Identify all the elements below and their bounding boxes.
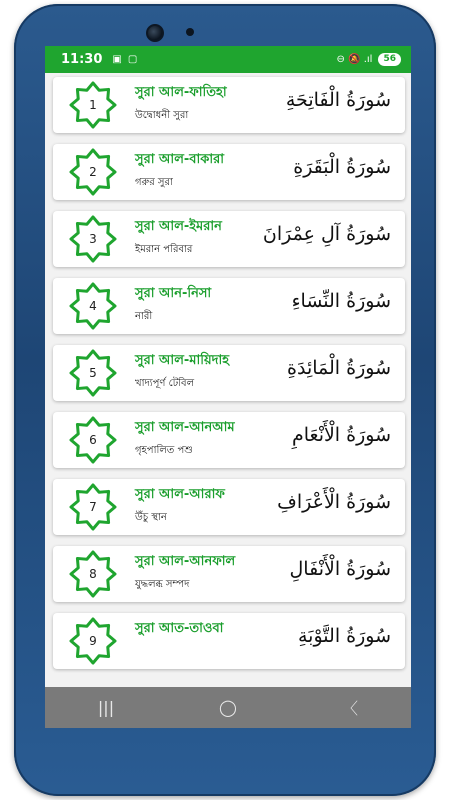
surah-number: 5 bbox=[89, 366, 97, 380]
star-badge-icon bbox=[69, 81, 117, 129]
surah-number: 9 bbox=[89, 634, 97, 648]
surah-card[interactable] bbox=[53, 479, 405, 535]
surah-title: সুরা আল-মায়িদাহ bbox=[135, 353, 230, 368]
star-badge-icon bbox=[69, 416, 117, 464]
surah-arabic-name: سُورَةُ الْبَقَرَةِ bbox=[293, 156, 391, 178]
status-time: 11:30 bbox=[61, 52, 103, 67]
surah-meaning: নারী bbox=[135, 311, 153, 322]
surah-number: 4 bbox=[89, 299, 97, 313]
surah-arabic-name: سُورَةُ التَّوْبَةِ bbox=[298, 625, 391, 647]
surah-card[interactable] bbox=[53, 613, 405, 669]
surah-meaning: উদ্বোধনী সুরা bbox=[135, 110, 189, 121]
home-button[interactable]: ◯ bbox=[219, 698, 237, 717]
surah-meaning: উঁচু স্থান bbox=[135, 512, 167, 523]
notification-icons bbox=[112, 54, 137, 65]
app-screen bbox=[45, 46, 411, 728]
surah-title: সুরা আল-আরাফ bbox=[135, 487, 225, 502]
surah-title: সুরা আল-ফাতিহা bbox=[135, 85, 227, 100]
surah-card[interactable] bbox=[53, 77, 405, 133]
surah-number: 3 bbox=[89, 232, 97, 246]
star-badge-icon bbox=[69, 349, 117, 397]
surah-number: 7 bbox=[89, 500, 97, 514]
navigation-bar bbox=[45, 687, 411, 728]
surah-number: 2 bbox=[89, 165, 97, 179]
surah-arabic-name: سُورَةُ الْأَعْرَافِ bbox=[277, 491, 391, 513]
surah-title: সুরা আল-আনফাল bbox=[135, 554, 236, 569]
surah-number: 8 bbox=[89, 567, 97, 581]
surah-title: সুরা আন-নিসা bbox=[135, 286, 212, 301]
surah-meaning: খাদ্যপূর্ণ টেবিল bbox=[135, 378, 195, 389]
recents-button[interactable]: ||| bbox=[97, 698, 115, 717]
surah-title: সুরা আল-বাকারা bbox=[135, 152, 225, 167]
star-badge-icon bbox=[69, 148, 117, 196]
surah-arabic-name: سُورَةُ النِّسَاءِ bbox=[291, 290, 391, 312]
star-badge-icon bbox=[69, 550, 117, 598]
surah-title: সুরা আল-আনআম bbox=[135, 420, 235, 435]
surah-title: সুরা আত-তাওবা bbox=[135, 621, 224, 636]
sensor-icon bbox=[186, 28, 194, 36]
surah-card[interactable] bbox=[53, 412, 405, 468]
surah-arabic-name: سُورَةُ آلِ عِمْرَانَ bbox=[262, 223, 391, 245]
surah-number: 1 bbox=[89, 98, 97, 112]
screenshot-icon: ▢ bbox=[127, 54, 138, 65]
surah-meaning: যুদ্ধলব্ধ সম্পদ bbox=[135, 579, 190, 590]
surah-meaning: ইমরান পরিবার bbox=[135, 244, 193, 255]
surah-list[interactable] bbox=[45, 73, 411, 687]
signal-icons: ⊖ 🔕 .ıl bbox=[336, 54, 373, 65]
surah-meaning: গৃহপালিত পশু bbox=[135, 445, 193, 456]
surah-card[interactable] bbox=[53, 211, 405, 267]
surah-arabic-name: سُورَةُ الْأَنْعَامِ bbox=[291, 424, 391, 446]
surah-card[interactable] bbox=[53, 345, 405, 401]
star-badge-icon bbox=[69, 215, 117, 263]
back-button[interactable]: 〈 bbox=[341, 699, 358, 718]
surah-title: সুরা আল-ইমরান bbox=[135, 219, 222, 234]
surah-arabic-name: سُورَةُ الْفَاتِحَةِ bbox=[285, 89, 391, 111]
star-badge-icon bbox=[69, 617, 117, 665]
surah-card[interactable] bbox=[53, 278, 405, 334]
status-bar bbox=[45, 46, 411, 73]
surah-arabic-name: سُورَةُ الْأَنْفَالِ bbox=[289, 558, 391, 580]
camera-icon bbox=[146, 24, 164, 42]
surah-meaning: গরুর সুরা bbox=[135, 177, 173, 188]
star-badge-icon bbox=[69, 483, 117, 531]
system-icons bbox=[337, 53, 401, 66]
star-badge-icon bbox=[69, 282, 117, 330]
surah-number: 6 bbox=[89, 433, 97, 447]
surah-arabic-name: سُورَةُ الْمَائِدَةِ bbox=[287, 357, 391, 379]
battery-icon: 56 bbox=[378, 53, 401, 66]
surah-card[interactable] bbox=[53, 144, 405, 200]
notification-icon: ▣ bbox=[112, 54, 122, 65]
surah-card[interactable] bbox=[53, 546, 405, 602]
